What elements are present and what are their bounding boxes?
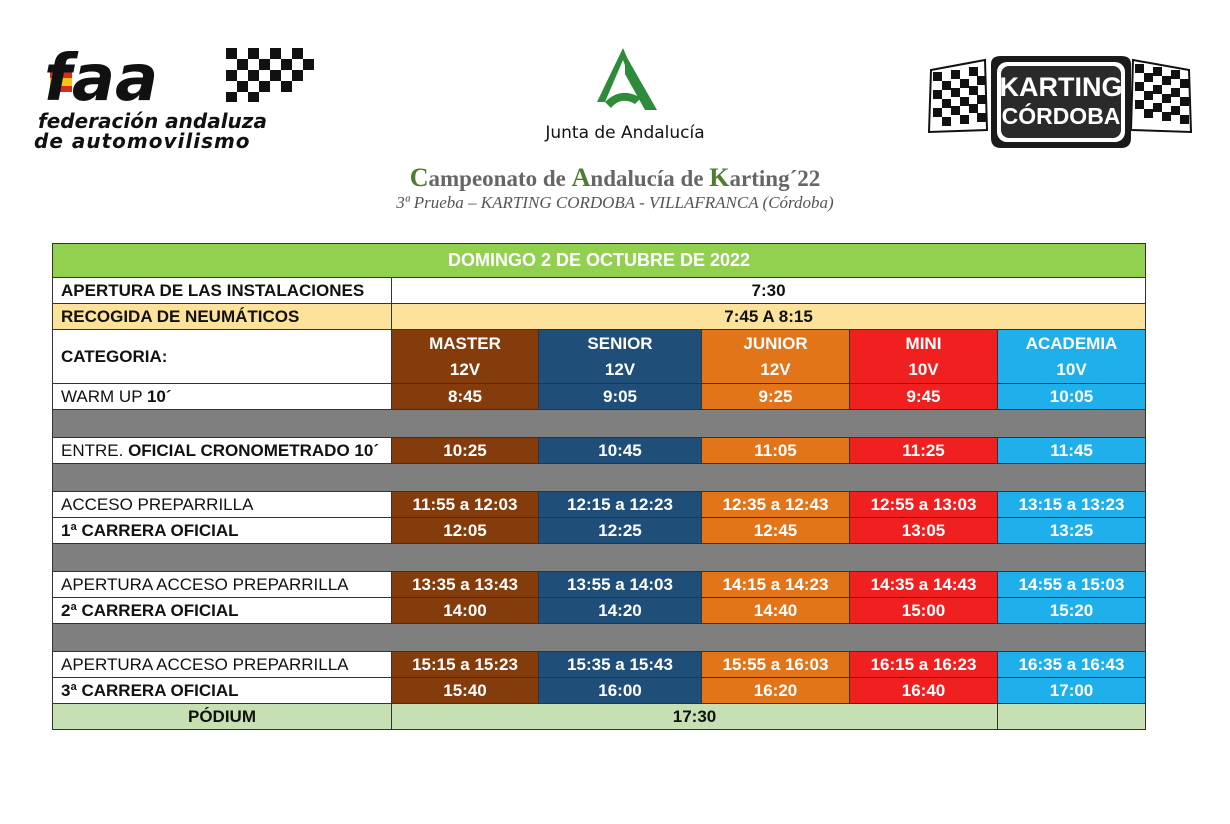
acceso1-row bbox=[53, 492, 1146, 518]
acceso3-row bbox=[53, 652, 1146, 678]
warmup-duration: 10´ bbox=[146, 386, 172, 406]
junta-label: Junta de Andalucía bbox=[545, 123, 705, 143]
time-cell: 14:00 bbox=[392, 598, 539, 624]
time-cell: 15:20 bbox=[998, 598, 1146, 624]
row-label bbox=[53, 438, 392, 464]
time-cell: 16:00 bbox=[539, 678, 702, 704]
row-label: APERTURA ACCESO PREPARRILLA bbox=[53, 572, 392, 598]
row-label bbox=[53, 278, 392, 304]
karting-cordoba-logo bbox=[925, 50, 1195, 155]
category-volt: 12V bbox=[449, 359, 481, 379]
title-cap-k: K bbox=[709, 163, 730, 192]
row-label: ACCESO PREPARRILLA bbox=[53, 492, 392, 518]
time-cell: 13:05 bbox=[850, 518, 998, 544]
time-cell: 9:45 bbox=[850, 384, 998, 410]
row-label bbox=[53, 330, 392, 384]
row-label bbox=[53, 598, 392, 624]
acceso2-row bbox=[53, 572, 1146, 598]
row-label: APERTURA ACCESO PREPARRILLA bbox=[53, 652, 392, 678]
carrera3-label: 3ª CARRERA OFICIAL bbox=[61, 680, 239, 700]
date-header: DOMINGO 2 DE OCTUBRE DE 2022 bbox=[53, 244, 1146, 278]
time-cell: 9:05 bbox=[539, 384, 702, 410]
time-cell: 13:25 bbox=[998, 518, 1146, 544]
category-volt: 12V bbox=[760, 359, 791, 379]
separator-row bbox=[53, 464, 1146, 492]
category-volt: 10V bbox=[1056, 359, 1087, 379]
junta-emblem-icon bbox=[585, 46, 665, 114]
separator bbox=[53, 464, 1146, 492]
time-cell: 12:25 bbox=[539, 518, 702, 544]
junta-logo bbox=[530, 46, 720, 152]
faa-wordmark: faa bbox=[44, 44, 159, 116]
category-name: SENIOR bbox=[587, 333, 653, 353]
time-cell: 11:25 bbox=[850, 438, 998, 464]
time-cell: 15:40 bbox=[392, 678, 539, 704]
categoria-label: CATEGORIA: bbox=[61, 346, 168, 366]
time-cell: 15:15 a 15:23 bbox=[392, 652, 539, 678]
time-cell: 16:20 bbox=[702, 678, 850, 704]
time-cell: 8:45 bbox=[392, 384, 539, 410]
time-cell: 14:35 a 14:43 bbox=[850, 572, 998, 598]
crono-label: OFICIAL CRONOMETRADO 10´ bbox=[128, 440, 379, 460]
separator-row bbox=[53, 410, 1146, 438]
separator-row bbox=[53, 624, 1146, 652]
separator-row bbox=[53, 544, 1146, 572]
crono-label-prefix: ENTRE. bbox=[61, 440, 129, 460]
carrera1-row bbox=[53, 518, 1146, 544]
title-part-2: ndalucía de bbox=[590, 166, 710, 191]
time-cell: 16:40 bbox=[850, 678, 998, 704]
faa-logo bbox=[30, 44, 320, 154]
category-academia bbox=[998, 330, 1146, 384]
carrera2-label: 2ª CARRERA OFICIAL bbox=[61, 600, 239, 620]
time-cell: 11:05 bbox=[702, 438, 850, 464]
row-label bbox=[53, 678, 392, 704]
row-label bbox=[53, 304, 392, 330]
time-cell: 10:25 bbox=[392, 438, 539, 464]
right-checkered-flag-icon bbox=[1131, 60, 1191, 132]
time-cell: 14:20 bbox=[539, 598, 702, 624]
time-cell: 12:55 a 13:03 bbox=[850, 492, 998, 518]
time-cell: 17:00 bbox=[998, 678, 1146, 704]
time-cell: 11:55 a 12:03 bbox=[392, 492, 539, 518]
time-cell: 12:15 a 12:23 bbox=[539, 492, 702, 518]
time-cell: 15:00 bbox=[850, 598, 998, 624]
cordoba-label: CÓRDOBA bbox=[1001, 103, 1121, 129]
carrera2-row bbox=[53, 598, 1146, 624]
crono-row bbox=[53, 438, 1146, 464]
category-row bbox=[53, 330, 1146, 384]
karting-cordoba-graphic bbox=[925, 50, 1195, 155]
title-cap-a: A bbox=[571, 163, 591, 192]
podium-empty-cell bbox=[998, 704, 1146, 730]
time-cell: 13:55 a 14:03 bbox=[539, 572, 702, 598]
time-cell: 16:35 a 16:43 bbox=[998, 652, 1146, 678]
time-cell: 16:15 a 16:23 bbox=[850, 652, 998, 678]
title-part-1: ampeonato de bbox=[428, 166, 572, 191]
time-cell: 9:25 bbox=[702, 384, 850, 410]
category-name: MINI bbox=[905, 333, 942, 353]
row-label bbox=[53, 384, 392, 410]
title-part-3: arting´22 bbox=[729, 166, 821, 191]
left-checkered-flag-icon bbox=[929, 60, 987, 132]
faa-logo-graphic bbox=[30, 44, 320, 154]
podium-value: 17:30 bbox=[392, 704, 998, 730]
checkered-flag-icon bbox=[226, 48, 314, 102]
separator bbox=[53, 544, 1146, 572]
carrera1-label: 1ª CARRERA OFICIAL bbox=[61, 520, 239, 540]
karting-label: KARTING bbox=[999, 72, 1123, 102]
schedule-table bbox=[52, 243, 1146, 730]
time-cell: 14:40 bbox=[702, 598, 850, 624]
time-cell: 15:55 a 16:03 bbox=[702, 652, 850, 678]
title-cap-c: C bbox=[409, 163, 429, 192]
apertura-label: APERTURA DE LAS INSTALACIONES bbox=[61, 280, 365, 300]
neumaticos-value: 7:45 A 8:15 bbox=[392, 304, 1146, 330]
neumaticos-label: RECOGIDA DE NEUMÁTICOS bbox=[61, 306, 300, 326]
time-cell: 12:45 bbox=[702, 518, 850, 544]
apertura-row bbox=[53, 278, 1146, 304]
apertura-value: 7:30 bbox=[392, 278, 1146, 304]
row-label bbox=[53, 518, 392, 544]
page-title bbox=[0, 163, 1230, 193]
category-name: MASTER bbox=[429, 333, 501, 353]
time-cell: 14:15 a 14:23 bbox=[702, 572, 850, 598]
time-cell: 14:55 a 15:03 bbox=[998, 572, 1146, 598]
time-cell: 15:35 a 15:43 bbox=[539, 652, 702, 678]
faa-line2: de automovilismo bbox=[34, 129, 251, 153]
podium-row bbox=[53, 704, 1146, 730]
date-header-row bbox=[53, 244, 1146, 278]
time-cell: 11:45 bbox=[998, 438, 1146, 464]
podium-label: PÓDIUM bbox=[53, 704, 392, 730]
category-master bbox=[392, 330, 539, 384]
category-volt: 10V bbox=[908, 359, 939, 379]
category-volt: 12V bbox=[604, 359, 636, 379]
category-name: ACADEMIA bbox=[1025, 333, 1118, 353]
separator bbox=[53, 410, 1146, 438]
time-cell: 10:05 bbox=[998, 384, 1146, 410]
warmup-row bbox=[53, 384, 1146, 410]
neumaticos-row bbox=[53, 304, 1146, 330]
warmup-label: WARM UP bbox=[61, 386, 147, 406]
category-junior bbox=[702, 330, 850, 384]
category-senior bbox=[539, 330, 702, 384]
category-name: JUNIOR bbox=[743, 333, 808, 353]
time-cell: 10:45 bbox=[539, 438, 702, 464]
time-cell: 13:35 a 13:43 bbox=[392, 572, 539, 598]
category-mini bbox=[850, 330, 998, 384]
carrera3-row bbox=[53, 678, 1146, 704]
time-cell: 12:05 bbox=[392, 518, 539, 544]
time-cell: 12:35 a 12:43 bbox=[702, 492, 850, 518]
faa-line1: federación andaluza bbox=[38, 109, 267, 133]
separator bbox=[53, 624, 1146, 652]
time-cell: 13:15 a 13:23 bbox=[998, 492, 1146, 518]
page-subtitle: 3ª Prueba – KARTING CORDOBA - VILLAFRANCA (Córdoba) bbox=[396, 193, 834, 212]
